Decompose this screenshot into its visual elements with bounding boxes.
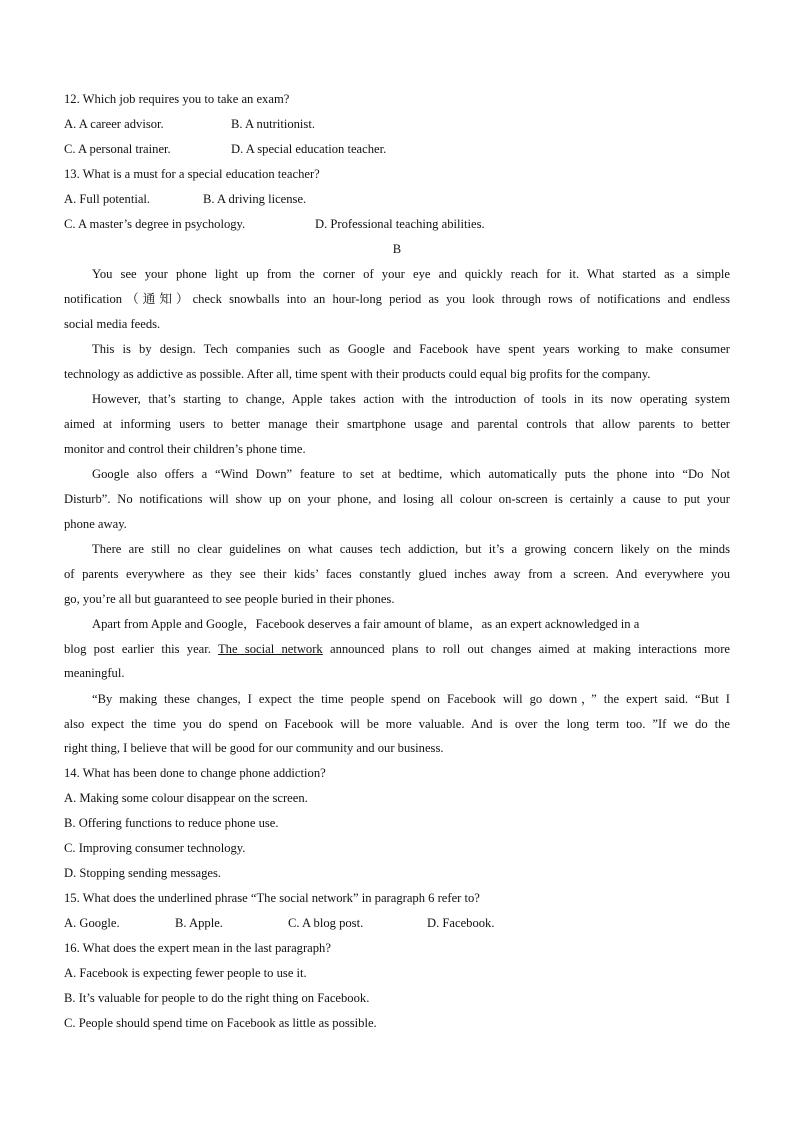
passage-p6-text: blog post earlier this year. — [64, 642, 218, 656]
option-15-d: D. Facebook. — [427, 916, 495, 930]
option-14-a: A. Making some colour disappear on the screen. — [64, 791, 308, 805]
option-15-a: A. Google. — [64, 916, 120, 930]
passage-p2-line: technology as addictive as possible. After all, time spent with their products could equal big profits for the company. — [64, 367, 651, 381]
option-12-a: A. A career advisor. — [64, 117, 164, 131]
question-15-stem: 15. What does the underlined phrase “The social network” in paragraph 6 refer to? — [64, 891, 480, 905]
option-12-b: B. A nutritionist. — [231, 117, 315, 131]
passage-p7-line: right thing, I believe that will be good for our community and our business. — [64, 741, 444, 755]
option-15-c: C. A blog post. — [288, 916, 364, 930]
option-16-b: B. It’s valuable for people to do the right thing on Facebook. — [64, 991, 370, 1005]
question-12-options-row-1 — [64, 114, 730, 134]
passage-p4-line: Google also offers a “Wind Down” feature to set at bedtime, which automatically puts the phone into “Do Not — [92, 467, 730, 481]
option-13-c: C. A master’s degree in psychology. — [64, 217, 246, 231]
option-13-b: B. A driving license. — [203, 192, 307, 206]
passage-p3-line: monitor and control their children’s phone time. — [64, 442, 306, 456]
section-label: B — [392, 242, 402, 256]
passage-p6-line — [64, 639, 730, 659]
option-16-a: A. Facebook is expecting fewer people to use it. — [64, 966, 307, 980]
passage-p5-line: There are still no clear guidelines on what causes tech addiction, but it’s a growing concern likely on the minds — [92, 542, 730, 556]
question-16-stem: 16. What does the expert mean in the last paragraph? — [64, 941, 331, 955]
question-15-options-row — [64, 913, 730, 933]
question-13-options-row-1 — [64, 189, 730, 209]
passage-p2-line: This is by design. Tech companies such as Google and Facebook have spent years working to make consumer — [92, 342, 730, 356]
underlined-phrase: The social network — [217, 642, 323, 656]
option-14-c: C. Improving consumer technology. — [64, 841, 246, 855]
passage-p6-text: announced plans to roll out changes aimed at making interactions more — [322, 642, 730, 656]
passage-p3-line: However, that’s starting to change, Apple takes action with the introduction of tools in its now operating system — [92, 392, 730, 406]
passage-p6-line: Apart from Apple and Google，Facebook deserves a fair amount of blame，as an expert acknowledged in a — [92, 617, 640, 631]
option-16-c: C. People should spend time on Facebook as little as possible. — [64, 1016, 377, 1030]
passage-p4-line: phone away. — [64, 517, 127, 531]
passage-p7-line: also expect the time you do spend on Facebook will be more valuable. And is over the long term too. ”If we do the — [64, 717, 730, 731]
option-13-a: A. Full potential. — [64, 192, 151, 206]
question-14-stem: 14. What has been done to change phone addiction? — [64, 766, 326, 780]
passage-p1-line: You see your phone light up from the corner of your eye and quickly reach for it. What started as a simple — [92, 267, 730, 281]
question-13-stem: 13. What is a must for a special education teacher? — [64, 167, 320, 181]
question-13-options-row-2 — [64, 214, 730, 234]
option-12-c: C. A personal trainer. — [64, 142, 171, 156]
option-14-d: D. Stopping sending messages. — [64, 866, 222, 880]
question-12-stem: 12. Which job requires you to take an exam? — [64, 92, 290, 106]
option-15-b: B. Apple. — [175, 916, 223, 930]
passage-p5-line: of parents everywhere as they see their kids’ faces constantly glued inches away from a screen. And everywhere you — [64, 567, 730, 581]
passage-p1-line: social media feeds. — [64, 317, 161, 331]
passage-p4-line: Disturb”. No notifications will show up on your phone, and losing all colour on-screen is certainly a cause to put your — [64, 492, 730, 506]
passage-p5-line: go, you’re all but guaranteed to see people buried in their phones. — [64, 592, 395, 606]
option-14-b: B. Offering functions to reduce phone use. — [64, 816, 279, 830]
option-13-d: D. Professional teaching abilities. — [315, 217, 485, 231]
question-12-options-row-2 — [64, 139, 730, 159]
passage-p3-line: aimed at informing users to better manage their smartphone usage and parental controls that allow parents to better — [64, 417, 730, 431]
option-12-d: D. A special education teacher. — [231, 142, 387, 156]
passage-p1-line: notification（通知）check snowballs into an hour-long period as you look through rows of notifications and endless — [64, 292, 730, 306]
passage-p7-line: “By making these changes, I expect the time people spend on Facebook will go down，” the expert said. “But I — [92, 692, 730, 706]
passage-p6-line: meaningful. — [64, 666, 125, 680]
